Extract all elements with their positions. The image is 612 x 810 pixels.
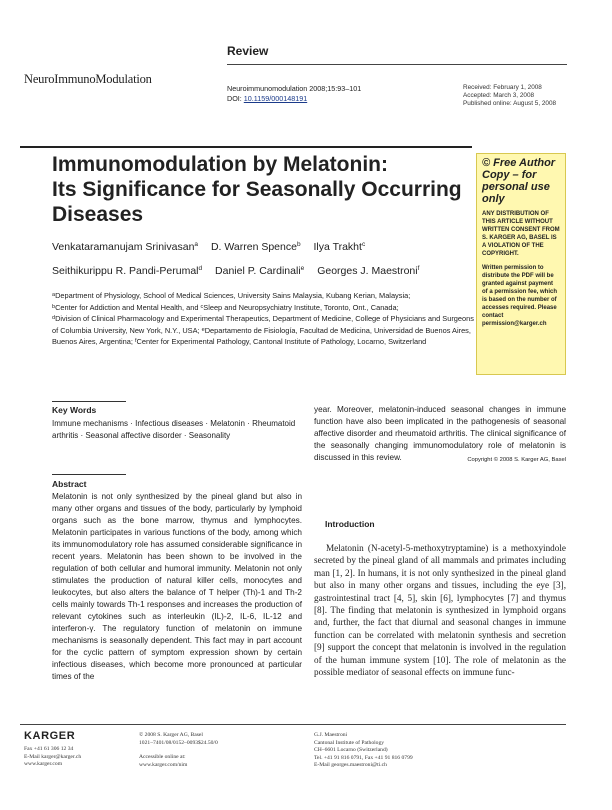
abstract-heading: Abstract — [52, 479, 87, 489]
introduction-text: Melatonin (N-acetyl-5-methoxytryptamine) is a methoxyindole secreted by the pineal gland of all mammals and primates including man [1, 2]. In humans, it is not only synthesized in the pineal gland but also in many other organs and tissues, including the eye [3], gastrointestinal tract [4, 5], skin [6], lymphocytes [7] and thymus [8]. The finding that melatonin is synthesized in lymphoid organs and, further, the fact that diurnal and seasonal changes in immune function can be correlated with melatonin synthesis and secretion [9] support the concept that melatonin is involved in the regulation of the human immune system [10]. The role of melatonin as the possible mediator of seasonal effects on immune func- — [314, 543, 566, 678]
journal-logo: NeuroImmunoModulation — [24, 72, 152, 86]
keywords-text: Immune mechanisms · Infectious diseases · Melatonin · Rheumatoid arthritis · Seasonal affective disorder · Seasonality — [52, 419, 296, 440]
author: Georges J. Maestroni$^f$ — [317, 265, 420, 277]
abstract-text: Melatonin is not only synthesized by the pineal gland but also in many other organs and tissues of the body, particularly by lymphoid organs such as the bone marrow, thymus and lymphocytes. Melatonin participates in various functions of the body, among which its immunomodulatory role has assumed considerable significance in recent years. Melatonin has been shown to be involved in the regulation of both cellular and humoral immunity. Melatonin not only stimulates the production of natural killer cells, monocytes and leukocytes, but also alters the balance of T helper (Th)-1 and Th-2 cells mainly towards Th-1 responses and increases the production of relevant cytokines such as interleukin (IL)-2, IL-6, IL-12 and interferon-γ. The regulatory function of melatonin on immune mechanisms is seasonally dependent. This fact may in part account for the cyclic pattern of symptom expression shown by certain infectious diseases, which become more pronounced at particular times of the — [52, 492, 302, 681]
title-line: Its Significance for Seasonally Occurring — [52, 178, 462, 201]
affiliations: $^a$Department of Physiology, School of Medical Sciences, University Sains Malaysia, Kubang Kerian, Malaysia; $^b$Center for Addiction and Mental Health, and $^c$Sleep and Neuropsychiatry Institute, Toronto, Ont., Canada; $^d$Division of Clinical Pharmacology and Experimental Therapeutics, Department of Medicine, College of Physicians and Surgeons of Columbia University, New York, N.Y., USA; $^e$Departamento de Fisiología, Facultad de Medicina, Universidad de Buenos Aires, Buenos Aires, Argentina; $^f$Center for Experimental Pathology, Cantonal Institute of Pathology, Locarno, Switzerland — [52, 291, 474, 347]
free-author-copy-notice — [476, 153, 566, 375]
citation-line: Neuroimmunomodulation 2008;15:93–101 — [227, 84, 362, 93]
article-title — [52, 152, 472, 227]
author: Ilya Trakht$^c$ — [313, 241, 366, 253]
accepted-date: Accepted: March 3, 2008 — [463, 92, 535, 100]
header-rule — [227, 64, 567, 65]
introduction-heading: Introduction — [325, 519, 375, 529]
abstract-continuation-text: year. Moreover, melatonin-induced seasonal changes in immune function have also been implicated in the pathogenesis of seasonal affective disorder and rheumatoid arthritis. The clinical significance of the seasonally changing immunomodulatory role of melatonin is discussed in this review. — [314, 405, 566, 462]
published-date: Published online: August 5, 2008 — [463, 100, 557, 108]
publisher-logo: KARGER — [24, 730, 76, 742]
author: Venkataramanujam Srinivasan$^a$ — [52, 241, 199, 253]
keywords-rule — [52, 401, 126, 402]
title-line: Immunomodulation by Melatonin: — [52, 153, 388, 176]
notice-warning: ANY DISTRIBUTION OF THIS ARTICLE WITHOUT WRITTEN CONSENT FROM S. KARGER AG, BASEL IS A VIOLATION OF THE COPYRIGHT. — [482, 211, 560, 257]
correspondence-address: G.J. Maestroni Cantonal Institute of Pathology CH–6601 Locarno (Switzerland) Tel. +41 91 816 0791, Fax +41 91 816 0799 E-Mail georges.maestroni@ti.ch — [314, 732, 413, 769]
doi-line — [227, 94, 361, 104]
journal-url[interactable]: www.karger.com/nim — [139, 761, 188, 768]
publication-info: © 2008 S. Karger AG, Basel 1021–7401/08/0152–0093$24.50/0 Accessible online at: www.karger.com/nim — [139, 732, 218, 768]
author: D. Warren Spence$^b$ — [210, 241, 301, 253]
doi-link[interactable]: 10.1159/000148191 — [243, 93, 308, 103]
author: Daniel P. Cardinali$^e$ — [215, 265, 305, 277]
title-rule — [20, 146, 472, 148]
publisher-contact: Fax +41 61 306 12 34 E-Mail karger@karger.ch www.karger.com — [24, 746, 82, 768]
notice-permission: Written permission to distribute the PDF will be granted against payment of a permission fee, which is based on the number of accesses required. Please contact permission@karger.ch — [482, 265, 558, 327]
footer-rule — [20, 724, 566, 725]
abstract-copyright: Copyright © 2008 S. Karger AG, Basel — [467, 457, 566, 463]
notice-title: © Free Author Copy – for personal use only — [482, 157, 556, 205]
title-line: Diseases — [52, 203, 144, 226]
author-row — [52, 265, 429, 277]
author-row — [52, 241, 375, 253]
abstract-rule — [52, 474, 126, 475]
abstract-continuation — [314, 404, 566, 466]
received-date: Received: February 1, 2008 — [463, 84, 542, 91]
keywords-heading: Key Words — [52, 405, 97, 415]
author: Seithikurippu R. Pandi-Perumal$^d$ — [52, 265, 203, 277]
correspondence-email[interactable]: E-Mail georges.maestroni@ti.ch — [314, 762, 387, 769]
doi-prefix: DOI: — [227, 93, 244, 103]
citation-block — [227, 84, 361, 103]
publication-dates — [463, 84, 556, 109]
section-label: Review — [227, 44, 269, 58]
